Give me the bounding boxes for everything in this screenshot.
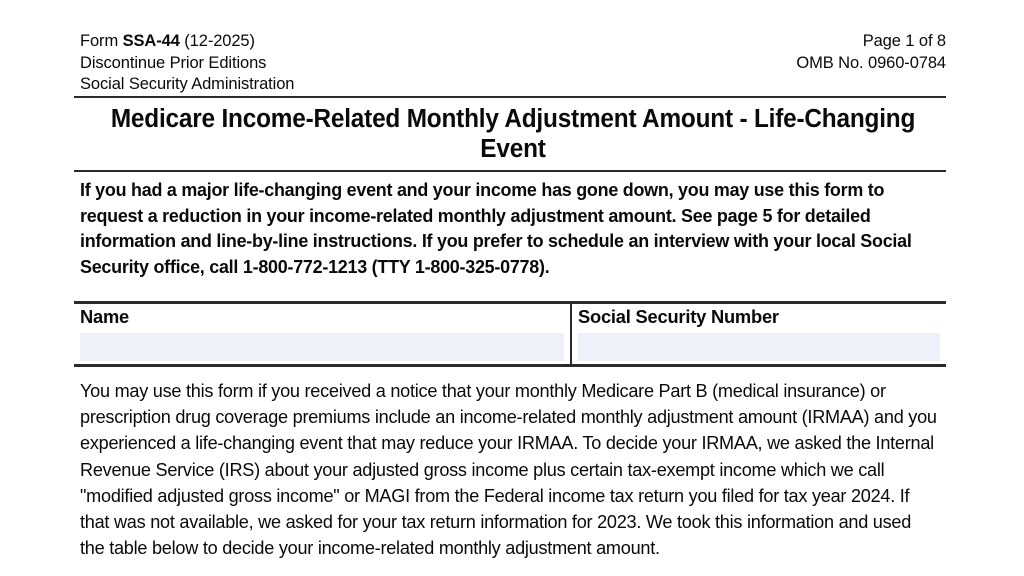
identity-field-table (74, 304, 946, 364)
page-title: Medicare Income-Related Monthly Adjustment Amount - Life-Changing Event (110, 105, 916, 163)
form-prefix-label: Form (80, 32, 123, 50)
ssn-field-cell (572, 304, 946, 364)
header-divider-rule (74, 96, 946, 98)
header-right-block (796, 31, 946, 74)
page-indicator: Page 1 of 8 (862, 32, 946, 50)
body-paragraph: You may use this form if you received a notice that your monthly Medicare Part B (medical insurance) or prescription drug coverage premiums include an income-related monthly adjustment amount (IRMAA) and you experienced a life-changing event that may reduce your IRMAA. To decide your IRMAA, we asked the Internal Revenue Service (IRS) about your adjusted gross income plus certain tax-exempt income which we call "modified adjusted gross income" or MAGI from the Federal income tax return you filed for tax year 2024. If that was not available, we asked for your tax return information for 2023. We took this information and used the table below to decide your income-related monthly adjustment amount. (80, 380, 937, 559)
name-field-cell (74, 304, 570, 364)
field-table-bottom-rule (74, 364, 946, 367)
discontinue-prior-editions-note: Discontinue Prior Editions (80, 53, 267, 72)
page-header (80, 31, 946, 96)
name-field-label: Name (80, 306, 129, 327)
omb-number: OMB No. 0960-0784 (796, 53, 946, 72)
form-number: SSA-44 (122, 32, 180, 50)
ssn-field-label: Social Security Number (578, 306, 779, 327)
form-revision-date: (12-2025) (179, 32, 255, 50)
intro-paragraph: If you had a major life-changing event and your income has gone down, you may use this form to request a reduction in your income-related monthly adjustment amount. See page 5 for detailed information and line-by-line instructions. If you prefer to schedule an interview with your local Social Security office, call 1-800-772-1213 (TTY 1-800-325-0778). (80, 179, 912, 277)
name-input[interactable] (80, 333, 564, 361)
ssn-input[interactable] (578, 333, 940, 361)
title-divider-rule (74, 170, 946, 172)
agency-name: Social Security Administration (80, 75, 295, 93)
form-identifier-line (80, 31, 294, 53)
header-left-block (80, 31, 294, 96)
